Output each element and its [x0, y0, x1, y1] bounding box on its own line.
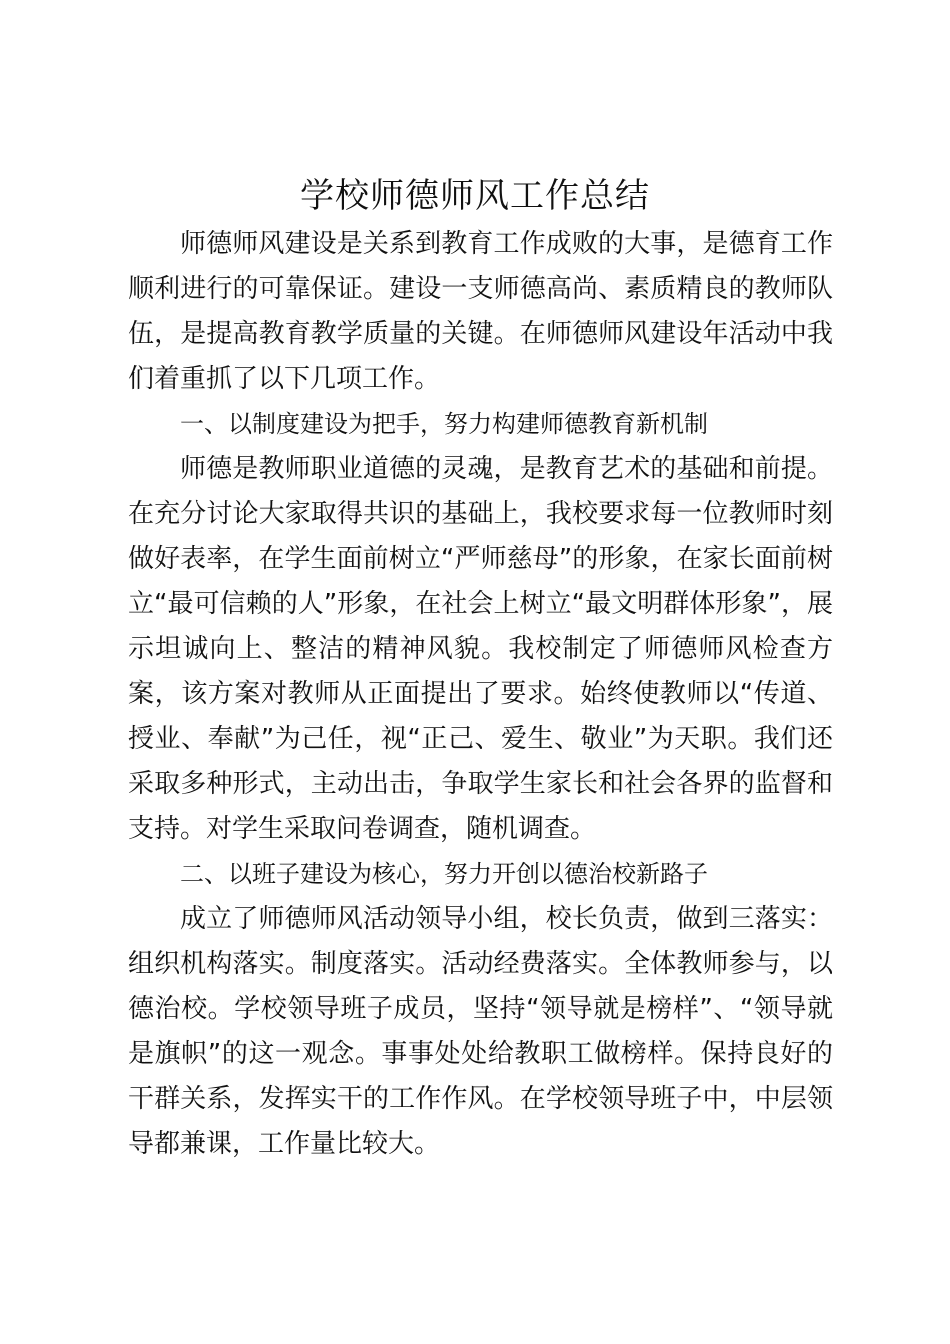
document-body: [128, 222, 833, 1167]
intro-paragraph: 师德师风建设是关系到教育工作成败的大事，是德育工作顺利进行的可靠保证。建设一支师德高尚、素质精良的教师队伍，是提高教育教学质量的关键。在师德师风建设年活动中我们着重抓了以下几项工作。: [128, 229, 833, 394]
section-heading-2: 二、以班子建设为核心，努力开创以德治校新路子: [180, 860, 708, 888]
section-1-paragraph: 师德是教师职业道德的灵魂，是教育艺术的基础和前提。在充分讨论大家取得共识的基础上，我校要求每一位教师时刻做好表率，在学生面前树立“严师慈母”的形象，在家长面前树立“最可信赖的人”形象，在社会上树立“最文明群体形象”，展示坦诚向上、整洁的精神风貌。我校制定了师德师风检查方案，该方案对教师从正面提出了要求。始终使教师以“传道、授业、奉献”为己任，视“正己、爱生、敬业”为天职。我们还采取多种形式，主动出击，争取学生家长和社会各界的监督和支持。对学生采取问卷调查，随机调查。: [128, 454, 833, 844]
section-heading-1: 一、以制度建设为把手，努力构建师德教育新机制: [180, 410, 708, 438]
document-title: 学校师德师风工作总结: [300, 176, 650, 216]
section-2-paragraph: 成立了师德师风活动领导小组，校长负责，做到三落实：组织机构落实。制度落实。活动经费落实。全体教师参与，以德治校。学校领导班子成员，坚持“领导就是榜样”、“领导就是旗帜”的这一观念。事事处处给教职工做榜样。保持良好的干群关系，发挥实干的工作作风。在学校领导班子中，中层领导都兼课，工作量比较大。: [128, 904, 833, 1159]
